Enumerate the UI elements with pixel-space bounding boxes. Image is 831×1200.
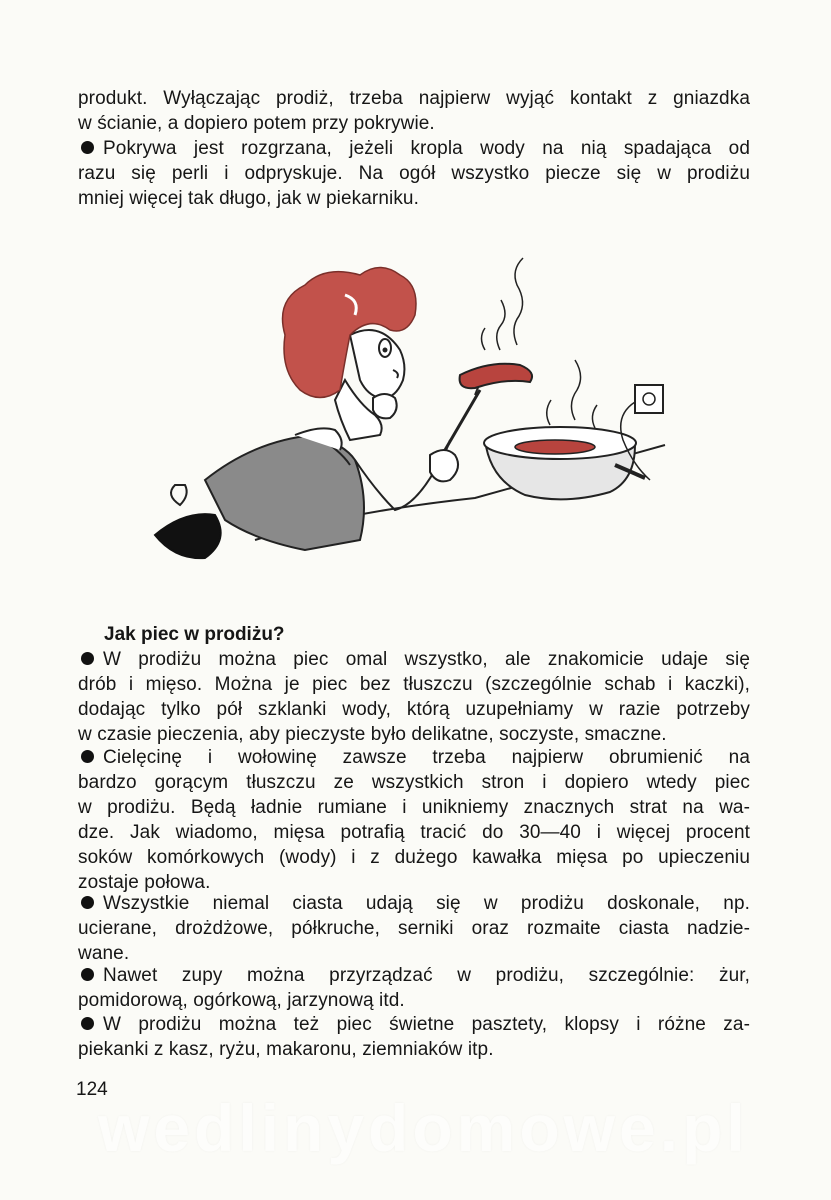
- text-line: Nawet zupy można przyrządzać w prodiżu, szczególnie: żur,: [103, 965, 750, 986]
- text-line: drób i mięso. Można je piec bez tłuszczu (szczególnie schab i kaczki),: [78, 674, 750, 695]
- wall-socket-icon: [635, 385, 663, 413]
- text-line: wane.: [78, 943, 130, 964]
- steam-icon: [547, 400, 551, 425]
- bullet-icon: [81, 896, 94, 909]
- steam-icon: [497, 300, 505, 350]
- steam-icon: [514, 258, 523, 345]
- pot-contents: [515, 440, 595, 454]
- text-line: Wszystkie niemal ciasta udają się w prodiżu doskonale, np.: [103, 893, 750, 914]
- bow-loop: [171, 485, 187, 505]
- text-line: soków komórkowych (wody) i z dużego kawałka mięsa po upieczeniu: [78, 847, 750, 868]
- bullet-paragraph: [78, 891, 750, 966]
- bullet-paragraph: [78, 1012, 750, 1062]
- text-line: w ścianie, a dopiero potem przy pokrywie.: [78, 113, 435, 134]
- text-line: razu się perli i odpryskuje. Na ogół wszystko piecze się w prodiżu: [78, 163, 750, 184]
- text-line: w prodiżu. Będą ładnie rumiane i unikniemy znacznych strat na wa-: [78, 797, 750, 818]
- raised-hand: [373, 394, 397, 418]
- section-heading: Jak piec w prodiżu?: [104, 624, 285, 645]
- text-line: dodając tylko pół szklanki wody, którą uzupełniamy w razie potrzeby: [78, 699, 750, 720]
- text-line: w czasie pieczenia, aby pieczyste było delikatne, soczyste, smaczne.: [78, 724, 667, 745]
- text-line: piekanki z kasz, ryżu, makaronu, ziemniaków itp.: [78, 1039, 494, 1060]
- steam-icon: [571, 360, 580, 420]
- bullet-paragraph: [78, 963, 750, 1013]
- bullet-paragraph: [78, 745, 750, 895]
- face: [350, 330, 404, 398]
- text-line: produkt. Wyłączając prodiż, trzeba najpierw wyjąć kontakt z gniazdka: [78, 88, 750, 109]
- bullet-icon: [81, 141, 94, 154]
- text-line: W prodiżu można też piec świetne pasztety, klopsy i różne za-: [103, 1014, 750, 1035]
- text-line: Cielęcinę i wołowinę zawsze trzeba najpierw obrumienić na: [103, 747, 750, 768]
- bow-knot: [155, 514, 221, 558]
- top-paragraph: [78, 86, 750, 136]
- bullet-icon: [81, 1017, 94, 1030]
- hand: [430, 450, 458, 481]
- bullet-icon: [81, 652, 94, 665]
- bullet-icon: [81, 968, 94, 981]
- bullet-icon: [81, 750, 94, 763]
- text-line: W prodiżu można piec omal wszystko, ale znakomicie udaje się: [103, 649, 750, 670]
- text-line: dze. Jak wiadomo, mięsa potrafią tracić do 30—40 i więcej procent: [78, 822, 750, 843]
- steam-icon: [592, 405, 597, 428]
- sausage: [460, 364, 532, 388]
- fork-handle: [445, 390, 480, 450]
- top-bullet-paragraph: [78, 136, 750, 211]
- watermark: wedlinydomowe.pl: [98, 1091, 749, 1165]
- bullet-paragraph: [78, 647, 750, 747]
- text-line: ucierane, drożdżowe, półkruche, serniki oraz rozmaite ciasta nadzie-: [78, 918, 750, 939]
- text-line: pomidorową, ogórkową, jarzynową itd.: [78, 990, 405, 1011]
- text-line: bardzo gorącym tłuszczu ze wszystkich stron i dopiero wtedy piec: [78, 772, 750, 793]
- page-number: 124: [76, 1079, 108, 1100]
- woman-cooking-sausage-illustration: [145, 240, 685, 585]
- text-line: mniej więcej tak długo, jak w piekarniku.: [78, 188, 419, 209]
- text-line: Pokrywa jest rozgrzana, jeżeli kropla wody na nią spadająca od: [103, 138, 750, 159]
- text-line: zostaje połowa.: [78, 872, 211, 893]
- steam-icon: [482, 328, 486, 350]
